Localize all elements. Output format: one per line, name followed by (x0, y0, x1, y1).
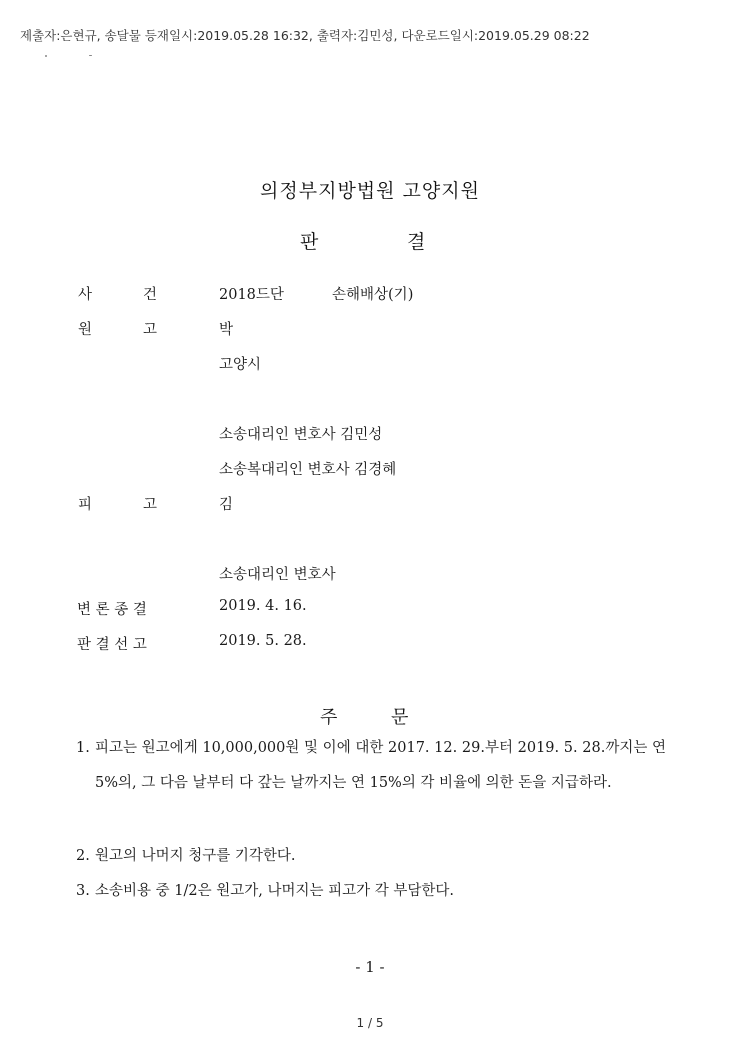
scan-speck (45, 55, 47, 57)
case-name: 손해배상(기) (332, 287, 414, 303)
doc-title-right: 결 (407, 231, 426, 253)
doc-title-left: 판 (300, 231, 319, 253)
order-item-number: 3. (76, 883, 90, 899)
order-title-left: 주 (320, 707, 338, 728)
order-item-text: 피고는 원고에게 10,000,000원 및 이에 대한 2017. 12. 29.부터 2019. 5. 28.까지는 연 5%의, 그 다음 날부터 다 갚는 날까지는 연 15%의 각 비율에 의한 돈을 지급하라. (95, 740, 666, 791)
order-item (76, 731, 666, 801)
case-label-b: 건 (143, 287, 158, 303)
case-label-a: 사 (78, 287, 93, 303)
page-number: - 1 - (355, 958, 385, 976)
plaintiff-attorney: 소송대리인 변호사 김민성 (219, 427, 383, 443)
order-item-number: 2. (76, 848, 90, 864)
page-counter: 1 / 5 (356, 1016, 384, 1030)
court-name: 의정부지방법원 고양지원 (260, 180, 480, 202)
closing-label: 변 론 종 결 (77, 602, 147, 618)
defendant-attorney: 소송대리인 변호사 (219, 567, 336, 583)
order-item-number: 1. (76, 740, 90, 756)
plaintiff-sub-attorney: 소송복대리인 변호사 김경혜 (219, 462, 397, 478)
closing-date: 2019. 4. 16. (219, 598, 307, 614)
defendant-label-a: 피 (78, 497, 93, 513)
plaintiff-label-b: 고 (143, 322, 158, 338)
plaintiff-name: 박 (219, 322, 234, 338)
judgment-date: 2019. 5. 28. (219, 633, 307, 649)
order-title-right: 문 (391, 707, 409, 728)
order-item-text: 소송비용 중 1/2은 원고가, 나머지는 피고가 각 부담한다. (95, 883, 454, 899)
scan-speck (89, 55, 92, 56)
judgment-date-label: 판 결 선 고 (77, 637, 147, 653)
plaintiff-address: 고양시 (219, 357, 262, 373)
case-number: 2018드단 (219, 287, 284, 303)
order-item (76, 874, 666, 909)
defendant-name: 김 (219, 497, 234, 513)
defendant-label-b: 고 (143, 497, 158, 513)
plaintiff-label-a: 원 (78, 322, 93, 338)
order-item (76, 839, 666, 874)
document-header-bar: 제출자:은현규, 송달물 등재일시:2019.05.28 16:32, 출력자:김민성, 다운로드일시:2019.05.29 08:22 (20, 28, 590, 43)
order-item-text: 원고의 나머지 청구를 기각한다. (95, 848, 296, 864)
